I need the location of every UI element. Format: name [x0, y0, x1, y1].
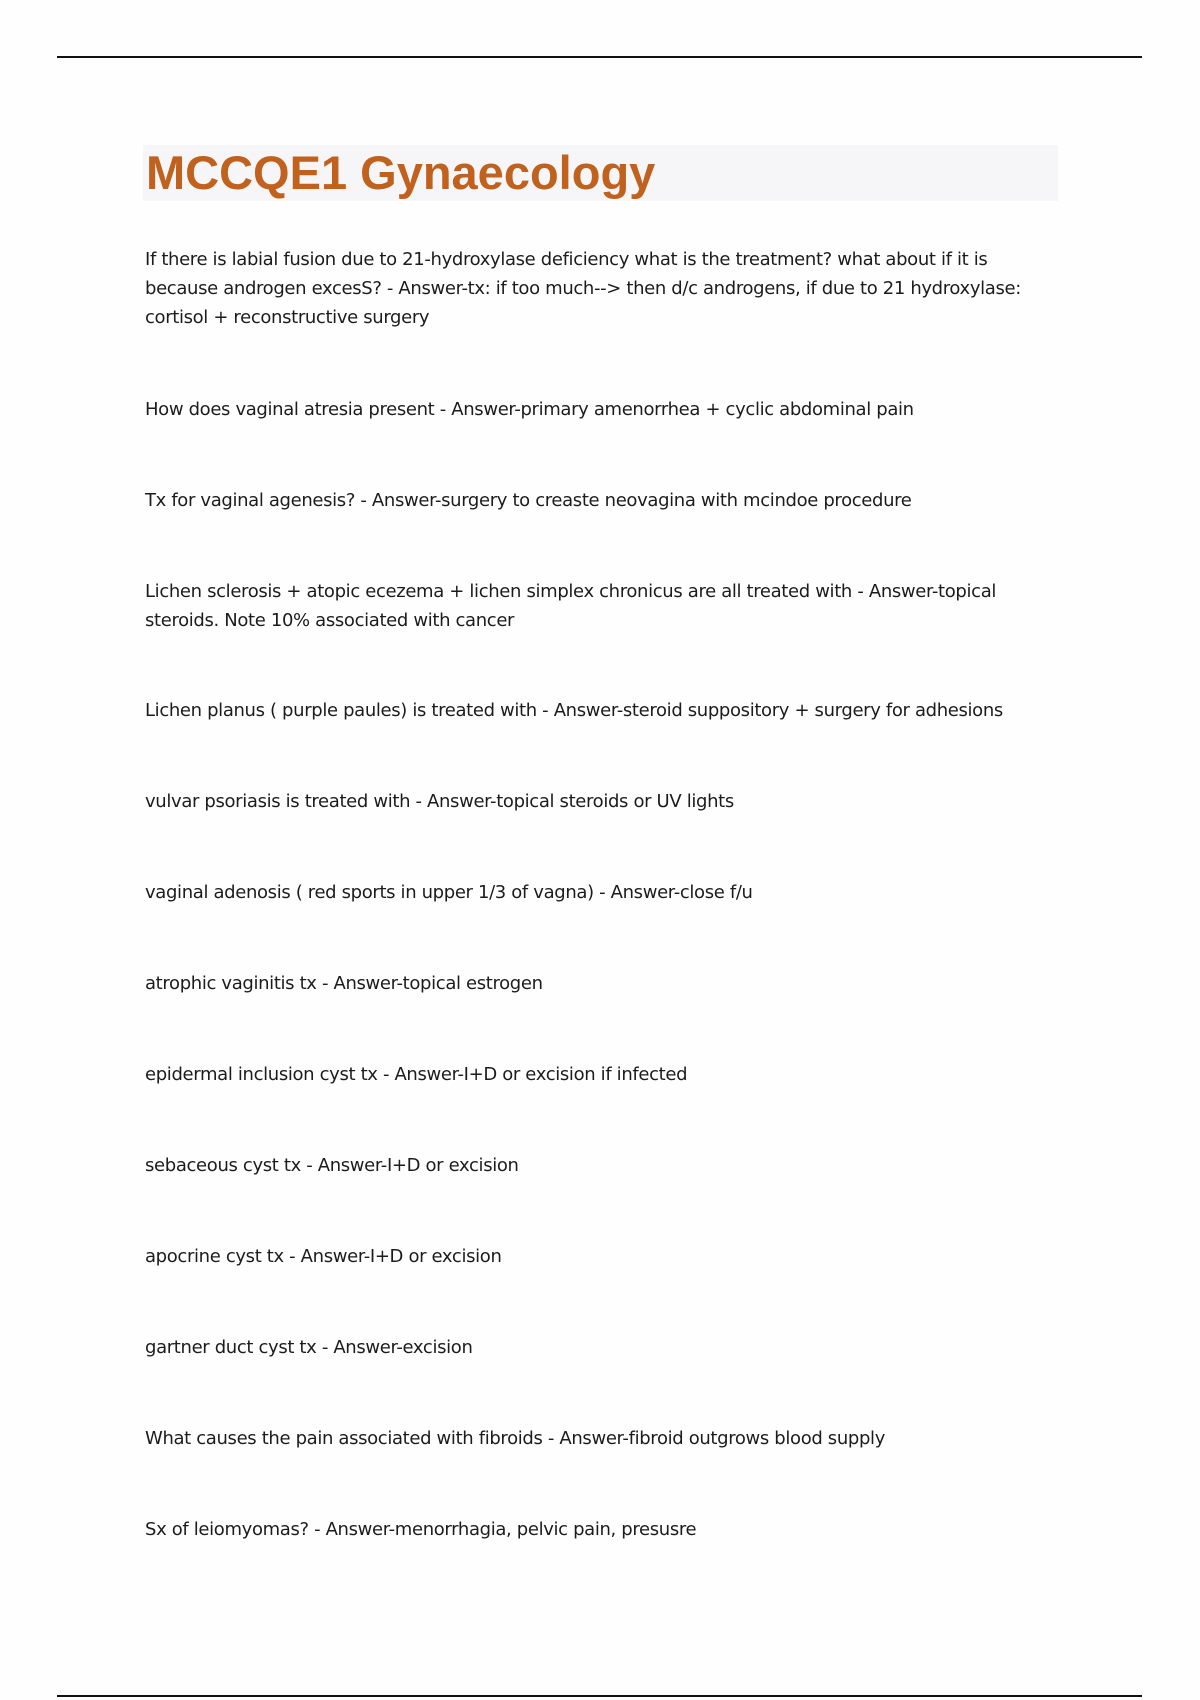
qa-item-gartner-duct-cyst: gartner duct cyst tx - Answer-excision	[145, 1337, 473, 1358]
qa-item-epidermal-inclusion-cyst: epidermal inclusion cyst tx - Answer-I+D or excision if infected	[145, 1064, 688, 1085]
qa-item-fibroid-pain: What causes the pain associated with fibroids - Answer-fibroid outgrows blood supply	[145, 1428, 885, 1449]
top-rule	[57, 56, 1142, 58]
qa-item-labial-fusion: If there is labial fusion due to 21-hydroxylase deficiency what is the treatment? what about if it is because androgen excesS? - Answer-tx: if too much--> then d/c androgens, if due to 21 hydroxylase: cortisol + reconstructive surgery	[145, 249, 1021, 328]
qa-item-apocrine-cyst: apocrine cyst tx - Answer-I+D or excision	[145, 1246, 502, 1267]
qa-item-leiomyoma-symptoms: Sx of leiomyomas? - Answer-menorrhagia, pelvic pain, presusre	[145, 1519, 697, 1540]
qa-item-vaginal-agenesis: Tx for vaginal agenesis? - Answer-surgery to creaste neovagina with mcindoe procedure	[145, 490, 912, 511]
qa-item-lichen-sclerosis: Lichen sclerosis + atopic ecezema + lichen simplex chronicus are all treated with - Answer-topical steroids. Note 10% associated with cancer	[145, 581, 997, 631]
qa-item-atrophic-vaginitis: atrophic vaginitis tx - Answer-topical estrogen	[145, 973, 543, 994]
bottom-rule	[57, 1695, 1142, 1697]
qa-item-vulvar-psoriasis: vulvar psoriasis is treated with - Answer-topical steroids or UV lights	[145, 791, 734, 812]
qa-item-lichen-planus: Lichen planus ( purple paules) is treated with - Answer-steroid suppository + surgery for adhesions	[145, 700, 1003, 721]
document-title: MCCQE1 Gynaecology	[146, 146, 656, 199]
qa-item-sebaceous-cyst: sebaceous cyst tx - Answer-I+D or excision	[145, 1155, 519, 1176]
qa-item-vaginal-atresia: How does vaginal atresia present - Answer-primary amenorrhea + cyclic abdominal pain	[145, 399, 914, 420]
qa-item-vaginal-adenosis: vaginal adenosis ( red sports in upper 1/3 of vagna) - Answer-close f/u	[145, 882, 753, 903]
